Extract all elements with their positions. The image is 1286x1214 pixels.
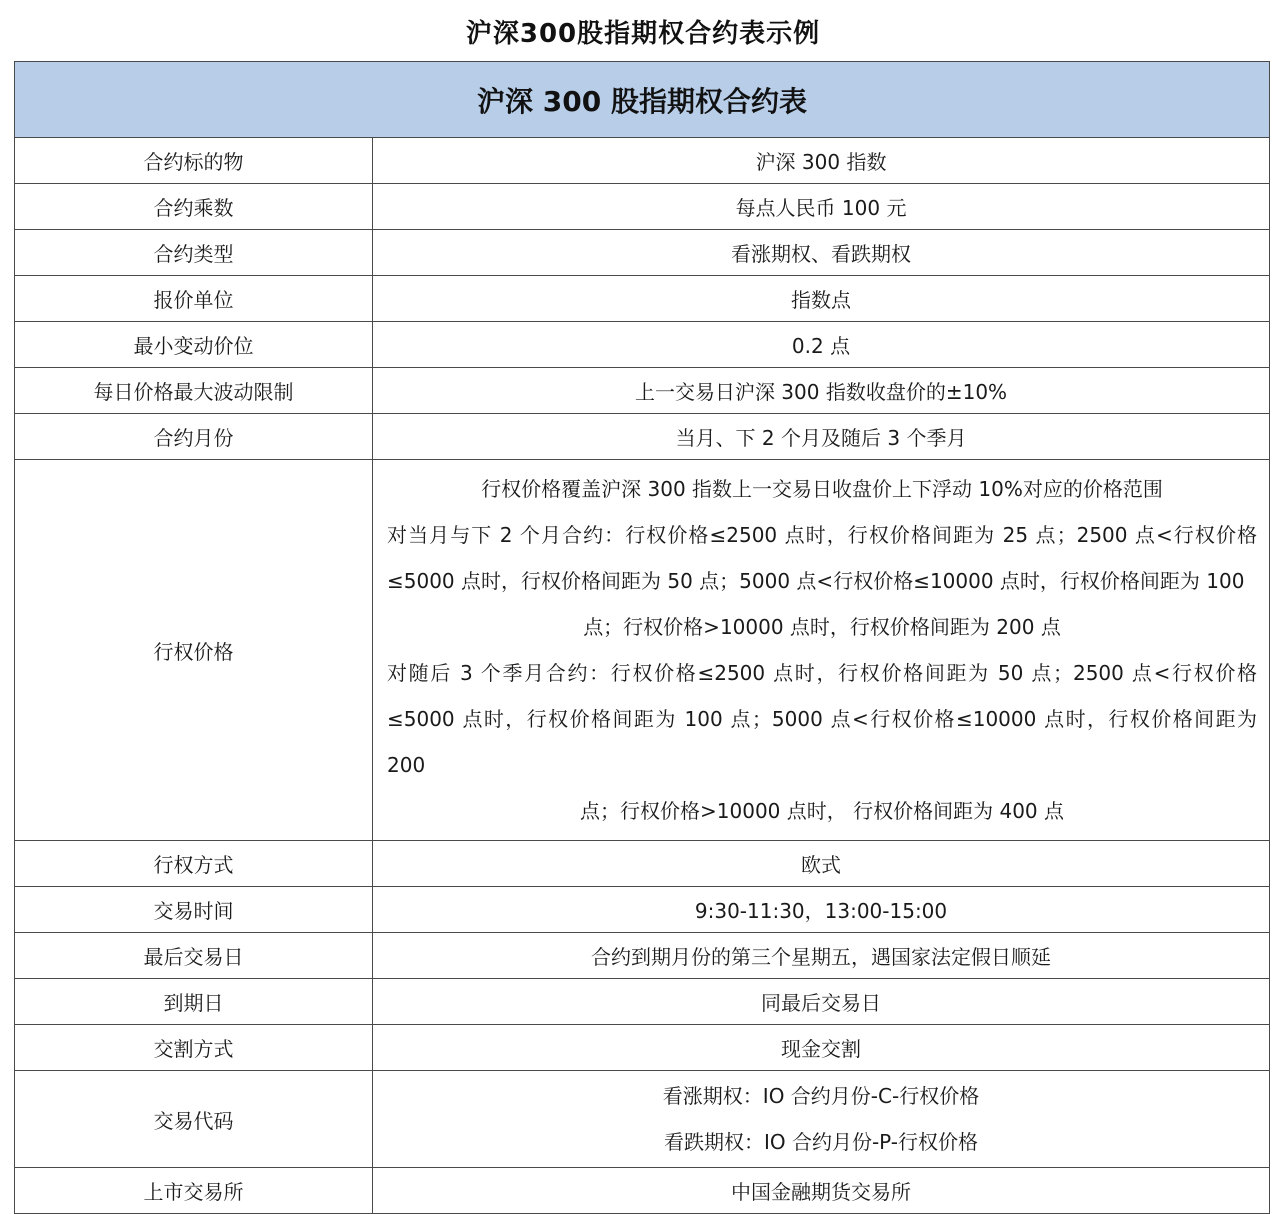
table-row [15, 414, 1270, 460]
row-value: 中国金融期货交易所 [373, 1168, 1270, 1214]
table-row [15, 887, 1270, 933]
row-label: 最后交易日 [15, 933, 373, 979]
row-label: 交易时间 [15, 887, 373, 933]
table-row [15, 184, 1270, 230]
table-row [15, 368, 1270, 414]
row-value: 每点人民币 100 元 [373, 184, 1270, 230]
strike-price-rules [373, 460, 1270, 841]
row-value: 现金交割 [373, 1025, 1270, 1071]
contract-spec-table [14, 61, 1270, 1214]
table-row-trading-code [15, 1071, 1270, 1168]
table-header-row [15, 62, 1270, 138]
call-option-code: 看涨期权：IO 合约月份-C-行权价格 [662, 1084, 980, 1108]
row-label: 最小变动价位 [15, 322, 373, 368]
row-label: 合约类型 [15, 230, 373, 276]
table-row [15, 230, 1270, 276]
row-value: 0.2 点 [373, 322, 1270, 368]
put-option-code: 看跌期权：IO 合约月份-P-行权价格 [663, 1130, 979, 1154]
row-label: 行权价格 [15, 460, 373, 841]
row-label: 上市交易所 [15, 1168, 373, 1214]
row-label: 报价单位 [15, 276, 373, 322]
strike-rule-quarter-months: 对随后 3 个季月合约：行权价格≤2500 点时，行权价格间距为 50 点；2500 点<行权价格≤5000 点时，行权价格间距为 100 点；5000 点<行权价格≤10000 点时，行权价格间距为 200 [387, 661, 1258, 777]
strike-range-text: 行权价格覆盖沪深 300 指数上一交易日收盘价上下浮动 10%对应的价格范围 [481, 477, 1163, 501]
row-value: 欧式 [373, 841, 1270, 887]
document-title: 沪深300股指期权合约表示例 [465, 19, 821, 49]
row-value: 沪深 300 指数 [373, 138, 1270, 184]
trading-code-value [373, 1071, 1270, 1168]
table-row [15, 1168, 1270, 1214]
table-row [15, 979, 1270, 1025]
row-label: 交易代码 [15, 1071, 373, 1168]
strike-rule-quarter-months-end: 点；行权价格>10000 点时， 行权价格间距为 400 点 [580, 799, 1064, 823]
row-value: 同最后交易日 [373, 979, 1270, 1025]
row-value: 看涨期权、看跌期权 [373, 230, 1270, 276]
row-value: 当月、下 2 个月及随后 3 个季月 [373, 414, 1270, 460]
row-label: 交割方式 [15, 1025, 373, 1071]
table-row [15, 276, 1270, 322]
strike-rule-near-months: 对当月与下 2 个月合约：行权价格≤2500 点时，行权价格间距为 25 点；2500 点<行权价格≤5000 点时，行权价格间距为 50 点；5000 点<行权价格≤10000 点时，行权价格间距为 100 [387, 523, 1258, 593]
table-row [15, 138, 1270, 184]
row-label: 行权方式 [15, 841, 373, 887]
row-value: 指数点 [373, 276, 1270, 322]
row-value: 上一交易日沪深 300 指数收盘价的±10% [373, 368, 1270, 414]
row-value: 9:30-11:30，13:00-15:00 [373, 887, 1270, 933]
table-row [15, 322, 1270, 368]
table-row [15, 933, 1270, 979]
row-label: 合约标的物 [15, 138, 373, 184]
row-label: 合约乘数 [15, 184, 373, 230]
strike-rule-near-months-end: 点；行权价格>10000 点时，行权价格间距为 200 点 [583, 615, 1061, 639]
row-value: 合约到期月份的第三个星期五，遇国家法定假日顺延 [373, 933, 1270, 979]
row-label: 到期日 [15, 979, 373, 1025]
row-label: 合约月份 [15, 414, 373, 460]
row-label: 每日价格最大波动限制 [15, 368, 373, 414]
table-row [15, 1025, 1270, 1071]
table-row-strike-price [15, 460, 1270, 841]
table-row [15, 841, 1270, 887]
table-header: 沪深 300 股指期权合约表 [15, 62, 1270, 138]
